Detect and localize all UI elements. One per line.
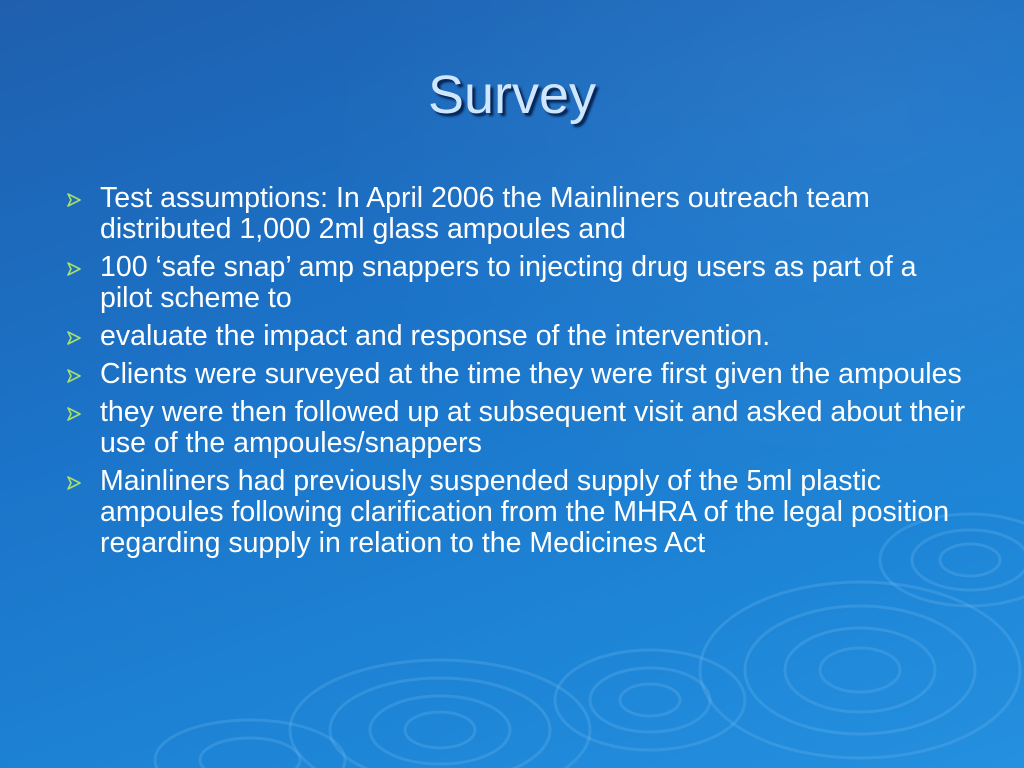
slide-title: Survey: [427, 65, 597, 125]
bullet-list: [62, 183, 972, 566]
bullet-text: they were then followed up at subsequent visit and asked about their use of the ampoules/snappers: [100, 396, 966, 459]
arrowhead-bullet-icon: [66, 407, 82, 421]
bullet-text: Clients were surveyed at the time they were first given the ampoules: [100, 358, 962, 390]
arrowhead-bullet-icon: [66, 262, 82, 276]
bullet-text: 100 ‘safe snap’ amp snappers to injecting drug users as part of a pilot scheme to: [100, 251, 917, 314]
list-item: [62, 321, 972, 352]
list-item: [62, 183, 972, 245]
bullet-text: evaluate the impact and response of the intervention.: [100, 320, 771, 352]
list-item: [62, 359, 972, 390]
bullet-text: Test assumptions: In April 2006 the Mainliners outreach team distributed 1,000 2ml glass ampoules and: [100, 182, 870, 245]
arrowhead-bullet-icon: [66, 331, 82, 345]
list-item: [62, 252, 972, 314]
list-item: [62, 466, 972, 559]
bullet-text: Mainliners had previously suspended supply of the 5ml plastic ampoules following clarification from the MHRA of the legal position regarding supply in relation to the Medicines Act: [100, 465, 950, 559]
arrowhead-bullet-icon: [66, 193, 82, 207]
arrowhead-bullet-icon: [66, 369, 82, 383]
list-item: [62, 397, 972, 459]
arrowhead-bullet-icon: [66, 476, 82, 490]
